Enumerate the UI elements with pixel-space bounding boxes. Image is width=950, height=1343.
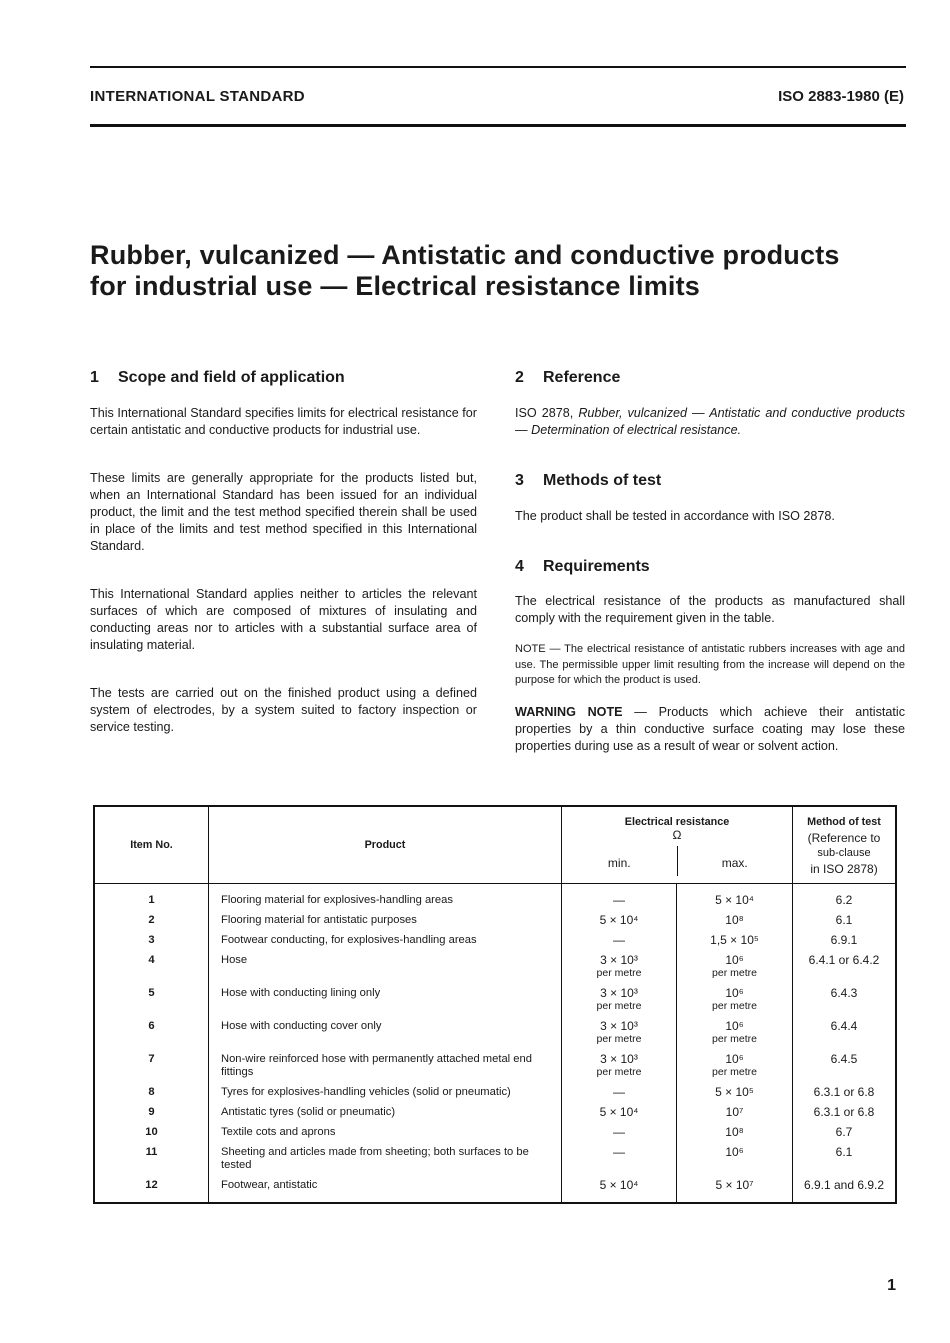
requirements-text: The electrical resistance of the products as manufactured shall comply with the requirement given in the table. — [515, 594, 905, 625]
scope-paragraph-1: This International Standard specifies limits for electrical resistance for certain antistatic and conductive products for industrial use. — [90, 406, 477, 437]
warning-text: — Products which achieve their antistatic properties by a thin conductive surface coating may lose these properties during use as a result of wear or solvent action. — [515, 704, 905, 753]
test-method: 6.1 — [793, 911, 897, 931]
item-number: 8 — [94, 1083, 209, 1103]
table-row — [94, 1103, 896, 1123]
method-title: Method of test — [807, 816, 881, 828]
min-value: 5 × 10⁴ — [599, 1178, 639, 1192]
scope-paragraph-2: These limits are generally appropriate for the products listed but, when an International Standard has been issued for an individual product, the limit and the test method specified therein shall be used in place of the limits and test method specified in this International Standard. — [90, 471, 477, 553]
max-resistance — [677, 1050, 793, 1083]
section-1-heading: 1 Scope and field of application — [90, 369, 345, 386]
section-4-heading: 4 Requirements — [515, 558, 650, 575]
item-number: 9 — [94, 1103, 209, 1123]
resistance-limits-table — [93, 805, 897, 1204]
scope-paragraph-4: The tests are carried out on the finished product using a defined system of electrodes, by a system suited to factory inspection or service testing. — [90, 686, 477, 734]
max-resistance — [677, 1017, 793, 1050]
test-method: 6.3.1 or 6.8 — [793, 1083, 897, 1103]
max-value: 5 × 10⁷ — [715, 1178, 754, 1192]
header-max: max. — [721, 856, 748, 870]
max-unit: per metre — [712, 1033, 757, 1045]
item-number: 10 — [94, 1123, 209, 1143]
title-line-2: for industrial use — Electrical resistance limits — [90, 271, 701, 301]
item-number: 3 — [94, 931, 209, 951]
max-value: 5 × 10⁴ — [715, 893, 754, 907]
scope-paragraph-3: This International Standard applies neither to articles the relevant surfaces of which are composed of mixtures of insulating and conducting areas nor to articles with a substantial surface area of insulating material. — [90, 587, 477, 652]
min-resistance — [562, 1103, 677, 1123]
section-2-heading: 2 Reference — [515, 369, 621, 386]
reference-code: ISO 2878, — [515, 406, 574, 420]
max-resistance — [677, 1103, 793, 1123]
min-value: 5 × 10⁴ — [599, 913, 639, 927]
test-method: 6.3.1 or 6.8 — [793, 1103, 897, 1123]
product-name: Footwear, antistatic — [209, 1176, 562, 1203]
product-name: Antistatic tyres (solid or pneumatic) — [209, 1103, 562, 1123]
max-unit: per metre — [712, 1066, 757, 1078]
min-value: — — [613, 933, 625, 947]
table-row — [94, 1176, 896, 1203]
max-value: 10⁶ — [725, 953, 744, 967]
max-resistance — [677, 1083, 793, 1103]
min-value: — — [613, 893, 625, 907]
reference-text — [515, 405, 905, 439]
item-number: 1 — [94, 884, 209, 912]
header-method — [793, 806, 897, 884]
product-name: Hose — [209, 951, 562, 984]
min-unit: per metre — [596, 1000, 642, 1012]
min-resistance — [562, 884, 677, 912]
min-value: 5 × 10⁴ — [599, 1105, 639, 1119]
warning-note — [515, 704, 905, 755]
min-resistance — [562, 1050, 677, 1083]
max-value: 10⁶ — [725, 986, 744, 1000]
left-column — [90, 368, 477, 736]
product-name: Flooring material for explosives-handling areas — [209, 884, 562, 912]
test-method: 6.4.5 — [793, 1050, 897, 1083]
min-resistance — [562, 1083, 677, 1103]
method-line-4: in ISO 2878) — [810, 861, 878, 876]
table-row — [94, 1050, 896, 1083]
max-resistance — [677, 884, 793, 912]
table-body — [94, 884, 896, 1204]
min-value: 3 × 10³ — [600, 953, 638, 967]
test-method: 6.4.3 — [793, 984, 897, 1017]
document-type-label: INTERNATIONAL STANDARD — [90, 88, 305, 105]
header-electrical-resistance — [562, 806, 793, 884]
title-line-1: Rubber, vulcanized — Antistatic and conductive products — [90, 240, 840, 270]
max-resistance — [677, 911, 793, 931]
test-method: 6.9.1 and 6.9.2 — [793, 1176, 897, 1203]
max-unit: per metre — [712, 1000, 757, 1012]
min-unit: per metre — [596, 967, 642, 979]
document-title — [90, 240, 920, 302]
min-resistance — [562, 1143, 677, 1176]
warning-label: WARNING NOTE — [515, 704, 623, 719]
min-resistance — [562, 1176, 677, 1203]
item-number: 6 — [94, 1017, 209, 1050]
min-unit: per metre — [596, 1033, 642, 1045]
min-value: — — [613, 1145, 625, 1159]
table-row — [94, 911, 896, 931]
max-value: 10⁸ — [725, 913, 744, 927]
max-unit: per metre — [712, 967, 757, 979]
min-value: — — [613, 1085, 625, 1099]
page-number: 1 — [887, 1277, 896, 1294]
min-value: 3 × 10³ — [600, 1019, 638, 1033]
table-row — [94, 931, 896, 951]
requirements-note: NOTE — The electrical resistance of antistatic rubbers increases with age and use. The permissible upper limit resulting from the increase will depend on the purpose for which the product is used. — [515, 643, 905, 686]
item-number: 12 — [94, 1176, 209, 1203]
standard-number: ISO 2883-1980 (E) — [778, 88, 904, 105]
max-value: 10⁷ — [725, 1105, 744, 1119]
table-row — [94, 951, 896, 984]
header-min: min. — [607, 856, 631, 870]
max-value: 1,5 × 10⁵ — [710, 933, 759, 947]
test-method: 6.2 — [793, 884, 897, 912]
min-resistance — [562, 951, 677, 984]
max-resistance — [677, 1176, 793, 1203]
max-resistance — [677, 951, 793, 984]
min-unit: per metre — [596, 1066, 642, 1078]
product-name: Hose with conducting cover only — [209, 1017, 562, 1050]
item-number: 4 — [94, 951, 209, 984]
max-resistance — [677, 931, 793, 951]
product-name: Tyres for explosives-handling vehicles (solid or pneumatic) — [209, 1083, 562, 1103]
test-method: 6.4.4 — [793, 1017, 897, 1050]
max-value: 10⁸ — [725, 1125, 744, 1139]
methods-text: The product shall be tested in accordance with ISO 2878. — [515, 509, 835, 523]
header-item-no: Item No. — [94, 806, 209, 884]
test-method: 6.7 — [793, 1123, 897, 1143]
test-method: 6.9.1 — [793, 931, 897, 951]
item-number: 5 — [94, 984, 209, 1017]
resistance-title: Electrical resistance — [624, 816, 730, 828]
min-resistance — [562, 931, 677, 951]
max-resistance — [677, 1143, 793, 1176]
product-name: Textile cots and aprons — [209, 1123, 562, 1143]
product-name: Flooring material for antistatic purposes — [209, 911, 562, 931]
table-row — [94, 1017, 896, 1050]
table-row — [94, 984, 896, 1017]
min-resistance — [562, 1017, 677, 1050]
test-method: 6.4.1 or 6.4.2 — [793, 951, 897, 984]
max-value: 5 × 10⁵ — [715, 1085, 754, 1099]
product-name: Hose with conducting lining only — [209, 984, 562, 1017]
min-resistance — [562, 911, 677, 931]
section-3-heading: 3 Methods of test — [515, 472, 662, 489]
table-row — [94, 1083, 896, 1103]
item-number: 11 — [94, 1143, 209, 1176]
header-top-rule — [90, 66, 906, 68]
max-resistance — [677, 984, 793, 1017]
header-product: Product — [209, 806, 562, 884]
item-number: 2 — [94, 911, 209, 931]
resistance-unit: Ω — [672, 828, 682, 842]
min-value: — — [613, 1125, 625, 1139]
max-value: 10⁶ — [725, 1019, 744, 1033]
table-row — [94, 1143, 896, 1176]
min-value: 3 × 10³ — [600, 1052, 638, 1066]
method-line-2: (Reference to — [807, 830, 881, 845]
test-method: 6.1 — [793, 1143, 897, 1176]
table-row — [94, 1123, 896, 1143]
product-name: Footwear conducting, for explosives-handling areas — [209, 931, 562, 951]
max-value: 10⁶ — [725, 1145, 744, 1159]
min-resistance — [562, 1123, 677, 1143]
item-number: 7 — [94, 1050, 209, 1083]
max-value: 10⁶ — [725, 1052, 744, 1066]
max-resistance — [677, 1123, 793, 1143]
min-resistance — [562, 984, 677, 1017]
reference-title: Rubber, vulcanized — Antistatic and conductive products — Determination of electrical resistance. — [515, 406, 905, 437]
product-name: Sheeting and articles made from sheeting; both surfaces to be tested — [209, 1143, 562, 1176]
product-name: Non-wire reinforced hose with permanently attached metal end fittings — [209, 1050, 562, 1083]
header-bottom-rule — [90, 124, 906, 127]
right-column — [515, 368, 905, 755]
method-line-3: sub-clause — [817, 847, 871, 859]
min-value: 3 × 10³ — [600, 986, 638, 1000]
table-row — [94, 884, 896, 912]
